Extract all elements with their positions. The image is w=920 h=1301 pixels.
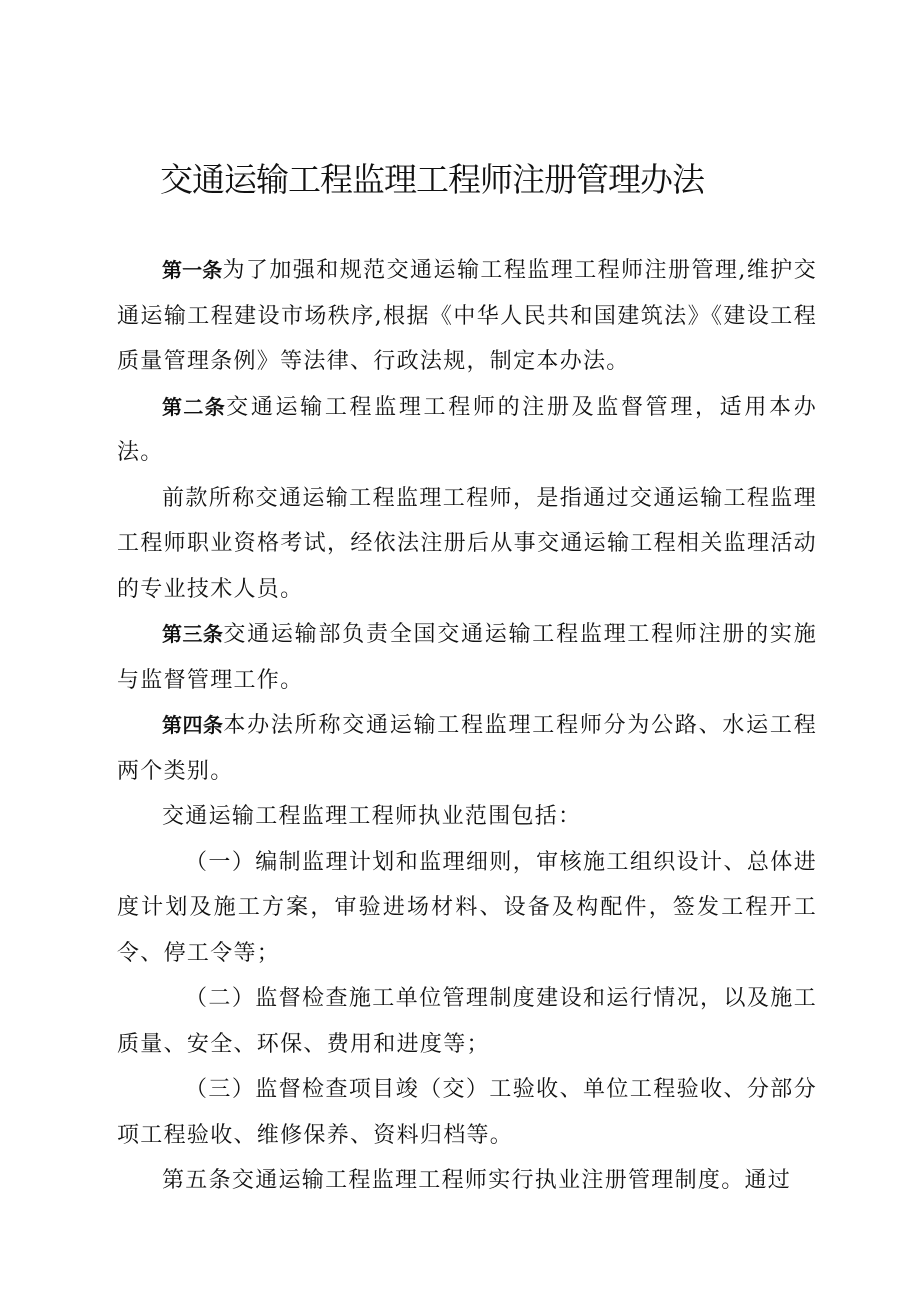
article-2-number: 第二条 bbox=[162, 394, 227, 419]
article-4-item-3: （三）监督检查项目竣（交）工验收、单位工程验收、分部分项工程验收、维修保养、资料归档等。 bbox=[117, 1077, 817, 1148]
article-1 bbox=[117, 248, 817, 385]
document-title: 交通运输工程监理工程师注册管理办法 bbox=[160, 160, 704, 199]
article-4-paragraph-2: 交通运输工程监理工程师执业范围包括： bbox=[162, 804, 582, 829]
article-1-text: 为了加强和规范交通运输工程监理工程师注册管理,维护交通运输工程建设市场秩序,根据《中华人民共和国建筑法》《建设工程质量管理条例》等法律、行政法规，制定本办法。 bbox=[117, 258, 818, 374]
article-4-text: 本办法所称交通运输工程监理工程师分为公路、水运工程两个类别。 bbox=[117, 713, 817, 784]
article-4-item-1: （一）编制监理计划和监理细则，审核施工组织设计、总体进度计划及施工方案，审验进场材料、设备及构配件，签发工程开工令、停工令等； bbox=[117, 849, 817, 966]
article-2 bbox=[117, 385, 817, 476]
article-3-number: 第三条 bbox=[162, 622, 224, 646]
article-4 bbox=[117, 703, 817, 794]
article-4-number: 第四条 bbox=[162, 713, 224, 737]
article-2-paragraph-2: 前款所称交通运输工程监理工程师，是指通过交通运输工程监理工程师职业资格考试，经依法注册后从事交通运输工程相关监理活动的专业技术人员。 bbox=[117, 485, 817, 602]
document-body bbox=[117, 248, 817, 1204]
article-3 bbox=[117, 612, 817, 703]
article-2-text: 交通运输工程监理工程师的注册及监督管理，适用本办法。 bbox=[117, 394, 818, 465]
article-5: 第五条交通运输工程监理工程师实行执业注册管理制度。通过 bbox=[162, 1168, 792, 1193]
article-1-number: 第一条 bbox=[162, 258, 223, 282]
article-3-text: 交通运输部负责全国交通运输工程监理工程师注册的实施与监督管理工作。 bbox=[117, 622, 817, 693]
article-4-item-2: （二）监督检查施工单位管理制度建设和运行情况，以及施工质量、安全、环保、费用和进度等； bbox=[117, 986, 817, 1057]
